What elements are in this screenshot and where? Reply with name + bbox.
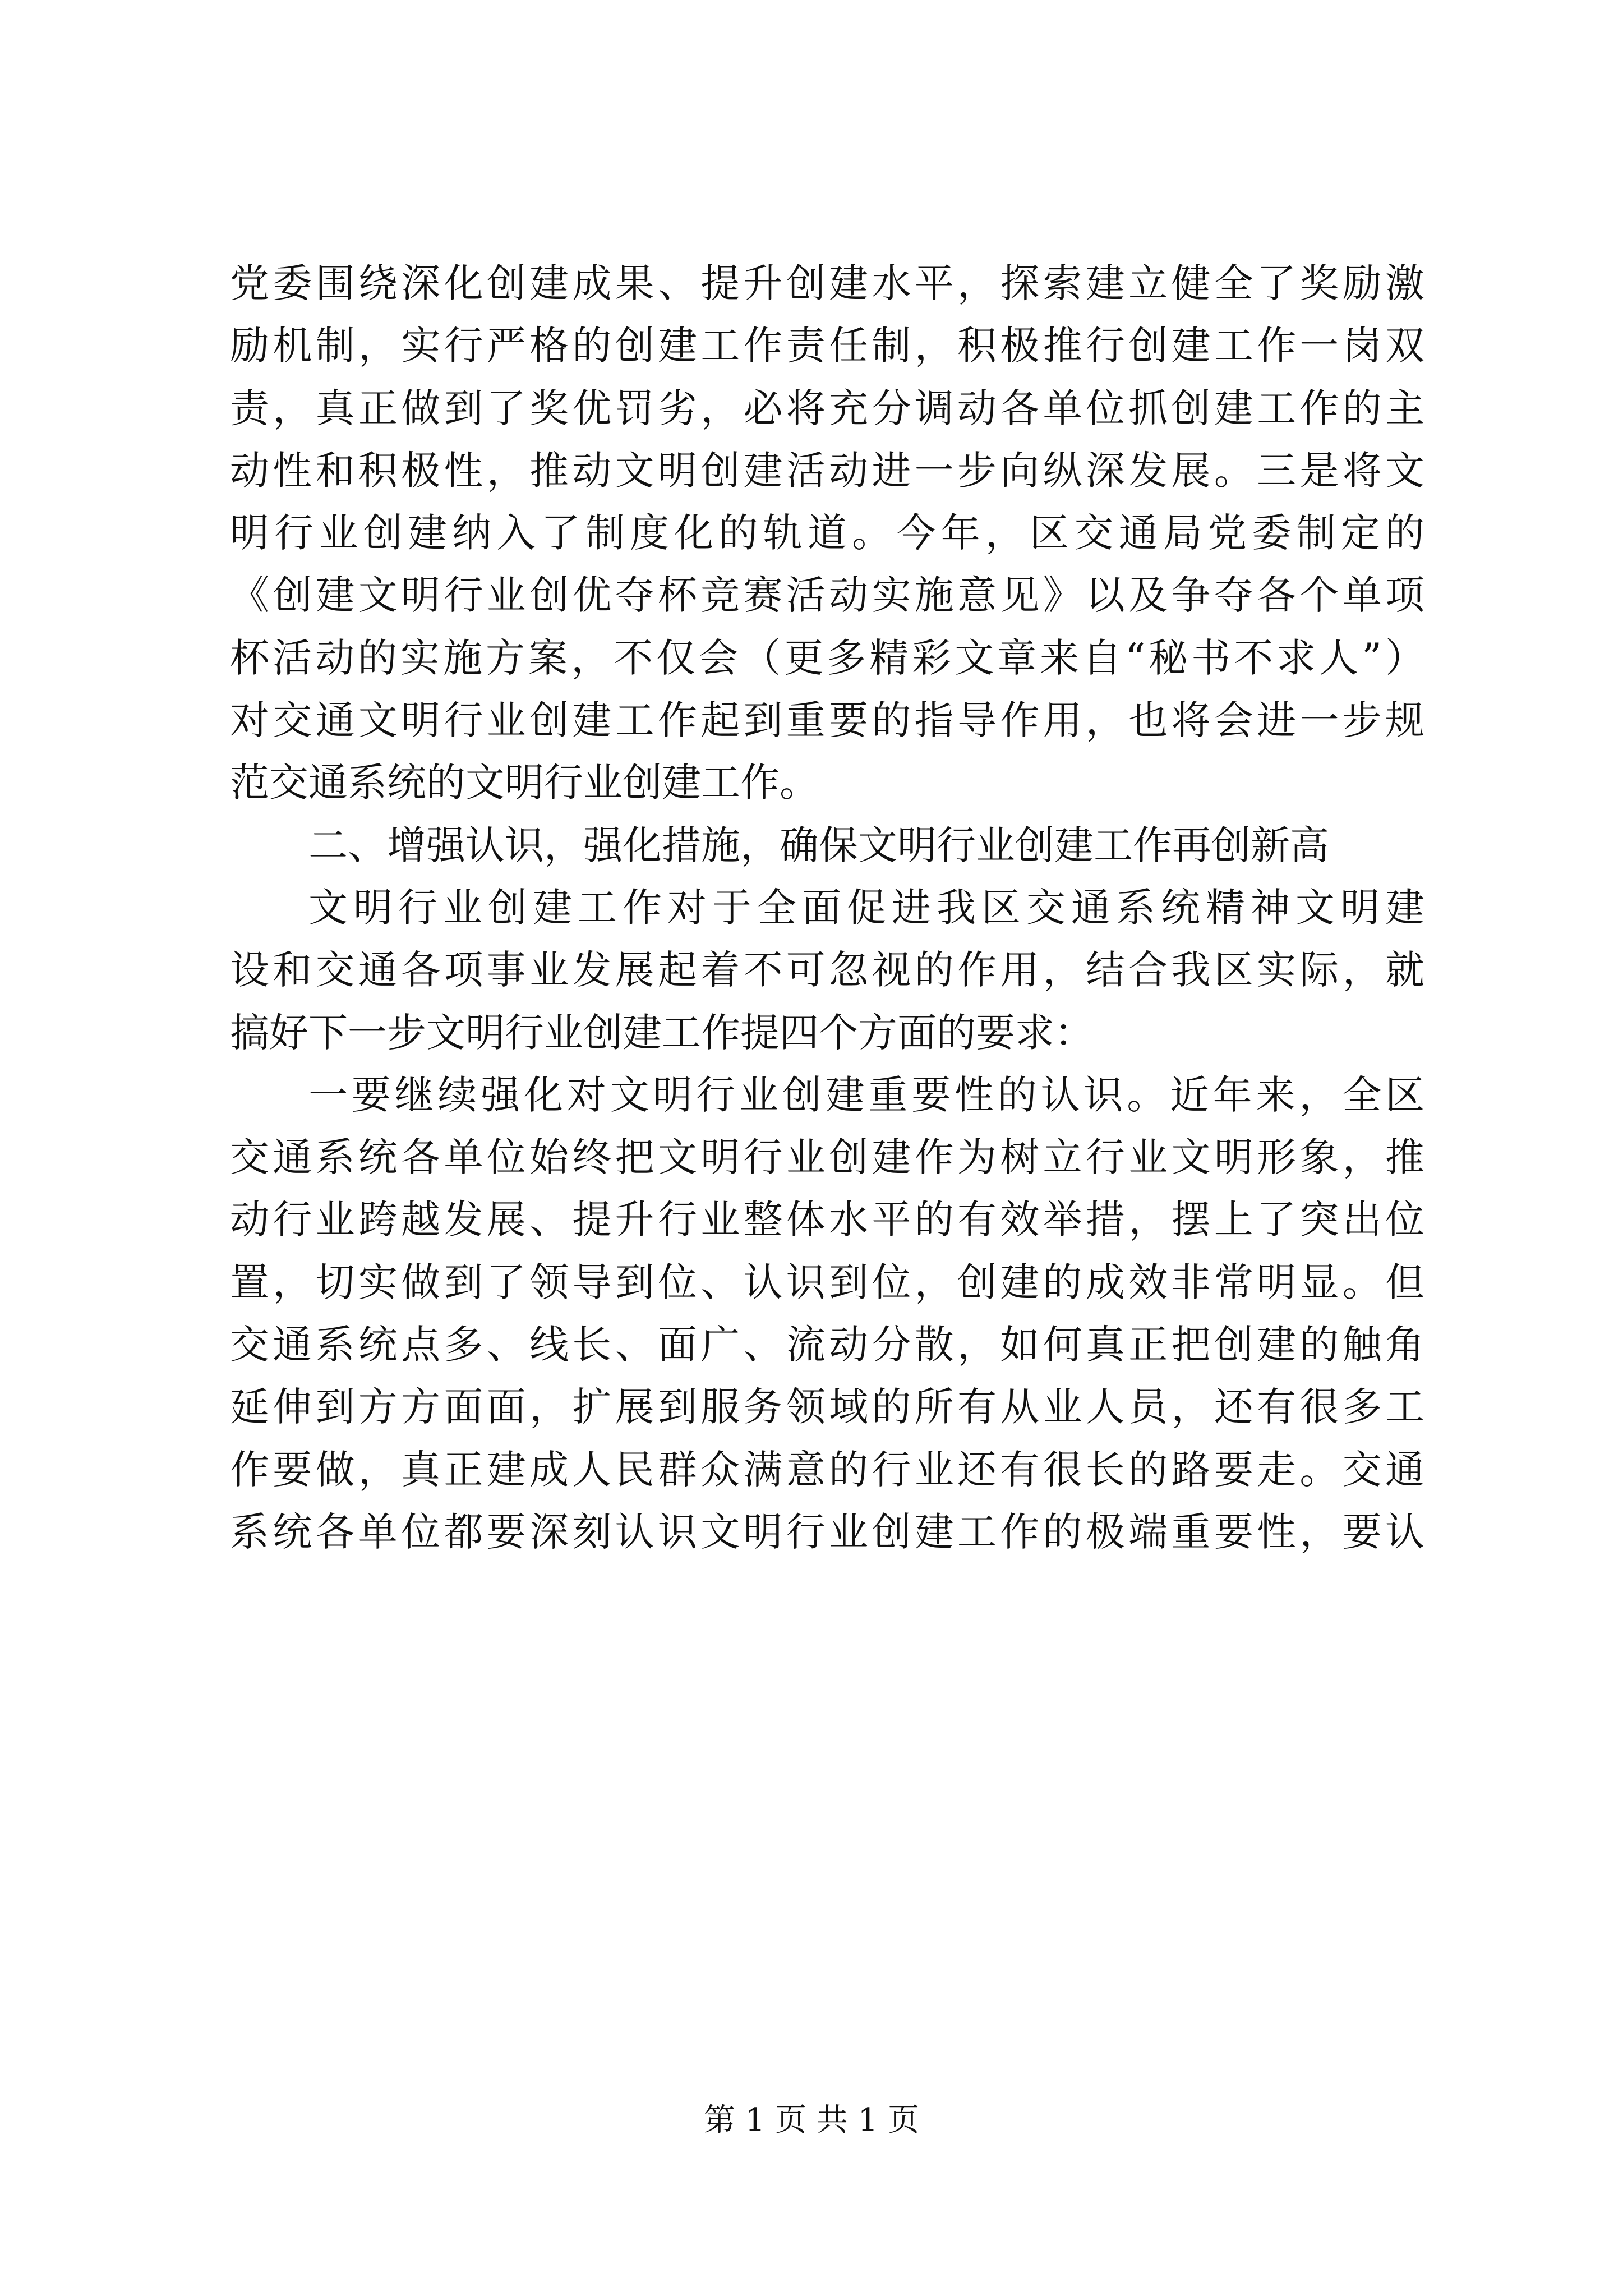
text-line: 党委围绕深化创建成果、提升创建水平，探索建立健全了奖励激	[230, 260, 1424, 306]
page-footer: 第 1 页 共 1 页	[703, 2102, 920, 2138]
text-line: 动行业跨越发展、提升行业整体水平的有效举措，摆上了突出位	[230, 1197, 1424, 1243]
text-line: 置，切实做到了领导到位、认识到位，创建的成效非常明显。但	[230, 1259, 1424, 1305]
text-line: 搞好下一步文明行业创建工作提四个方面的要求：	[230, 1009, 1094, 1056]
text-line: 系统各单位都要深刻认识文明行业创建工作的极端重要性，要认	[230, 1508, 1424, 1555]
text-line: 明行业创建纳入了制度化的轨道。今年，区交通局党委制定的	[230, 510, 1424, 556]
text-line: 《创建文明行业创优夺杯竞赛活动实施意见》以及争夺各个单项	[230, 572, 1424, 619]
text-line: 设和交通各项事业发展起着不可忽视的作用，结合我区实际，就	[230, 947, 1424, 993]
text-line: 交通系统点多、线长、面广、流动分散，如何真正把创建的触角	[230, 1322, 1424, 1368]
text-line: 交通系统各单位始终把文明行业创建作为树立行业文明形象，推	[230, 1134, 1424, 1181]
text-line: 文明行业创建工作对于全面促进我区交通系统精神文明建	[308, 884, 1424, 931]
text-line: 励机制，实行严格的创建工作责任制，积极推行创建工作一岗双	[230, 323, 1424, 369]
text-line: 作要做，真正建成人民群众满意的行业还有很长的路要走。交通	[230, 1446, 1424, 1493]
section-heading: 二、增强认识，强化措施，确保文明行业创建工作再创新高	[308, 822, 1329, 868]
text-line: 对交通文明行业创建工作起到重要的指导作用，也将会进一步规	[230, 697, 1424, 744]
text-line: 一要继续强化对文明行业创建重要性的认识。近年来，全区	[308, 1071, 1424, 1118]
text-line: 动性和积极性，推动文明创建活动进一步向纵深发展。三是将文	[230, 447, 1424, 494]
text-line: 责，真正做到了奖优罚劣，必将充分调动各单位抓创建工作的主	[230, 385, 1424, 431]
text-line: 延伸到方方面面，扩展到服务领域的所有从业人员，还有很多工	[230, 1384, 1424, 1430]
document-body	[230, 252, 1424, 1563]
text-line: 杯活动的实施方案，不仅会（更多精彩文章来自“秘书不求人”）	[230, 634, 1424, 681]
text-line: 范交通系统的文明行业创建工作。	[230, 760, 819, 806]
